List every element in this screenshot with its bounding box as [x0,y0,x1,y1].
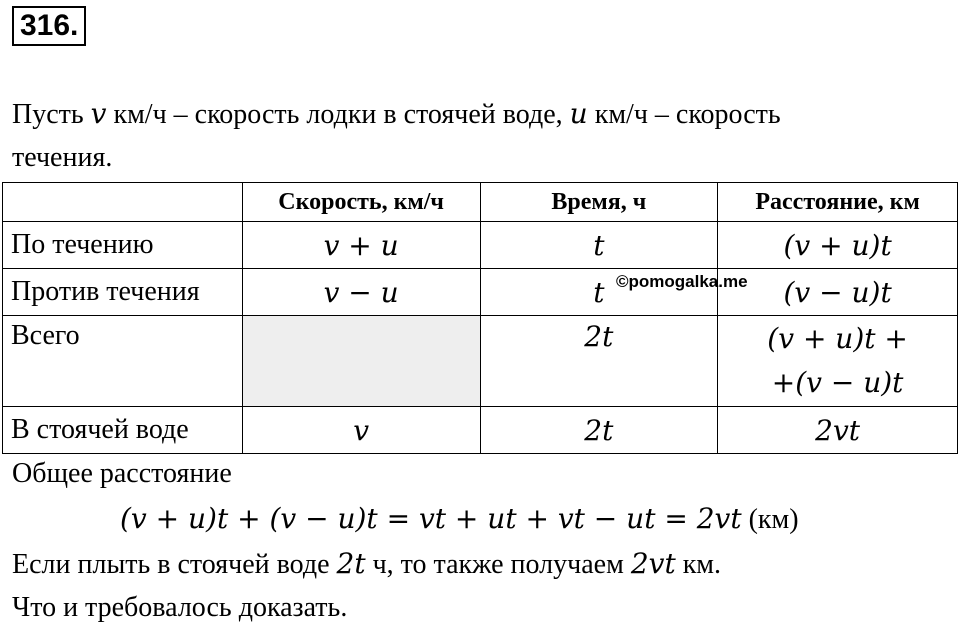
conclusion-line [12,548,721,581]
row-label: Всего [3,316,243,407]
row-label: По течению [3,222,243,269]
equation-unit: (км) [741,504,799,535]
conclusion-a: Если плыть в стоячей воде [12,549,337,580]
cell-distance-line-2: +(v − u)t [771,366,904,399]
header-distance: Расстояние, км [718,183,958,222]
cell-time: t [480,269,718,316]
motion-table [2,182,958,454]
cell-time: t [480,222,718,269]
cell-time: 2t [480,316,718,407]
cell-speed: v [242,407,480,454]
final-line: Что и требовалось доказать. [12,592,348,623]
total-label: Общее расстояние [12,458,232,489]
table-row [3,316,958,407]
conclusion-b: ч, то также получаем [365,549,631,580]
conclusion-time: 2t [336,547,366,580]
intro-text-a: Пусть [12,99,91,130]
equation-expr: (v + u)t + (v − u)t = vt + ut + vt − ut = 2vt [120,502,742,535]
table-header-row [3,183,958,222]
header-time: Время, ч [480,183,718,222]
table-row [3,269,958,316]
var-v: v [90,97,107,130]
cell-speed: v − u [242,269,480,316]
cell-distance: (v − u)t [718,269,958,316]
row-label: В стоячей воде [3,407,243,454]
intro-line-2: течения. [12,142,113,173]
conclusion-dist: 2vt [630,547,676,580]
cell-distance: 2vt [718,407,958,454]
intro-line-1 [12,98,781,131]
table-row [3,222,958,269]
cell-speed: v + u [242,222,480,269]
header-speed: Скорость, км/ч [242,183,480,222]
intro-text-c: км/ч – скорость [587,99,781,130]
equation [120,502,799,536]
intro-text-b: км/ч – скорость лодки в стоячей воде, [106,99,570,130]
cell-distance: (v + u)t [718,222,958,269]
cell-time: 2t [480,407,718,454]
cell-distance-line-1: (v + u)t + [767,322,908,355]
problem-number: 316. [12,6,86,46]
header-empty [3,183,243,222]
cell-speed-empty [242,316,480,407]
watermark: ©pomogalka.me [616,272,748,291]
table-row [3,407,958,454]
conclusion-c: км. [675,549,722,580]
row-label: Против течения [3,269,243,316]
var-u: u [569,97,588,130]
cell-distance [718,316,958,407]
